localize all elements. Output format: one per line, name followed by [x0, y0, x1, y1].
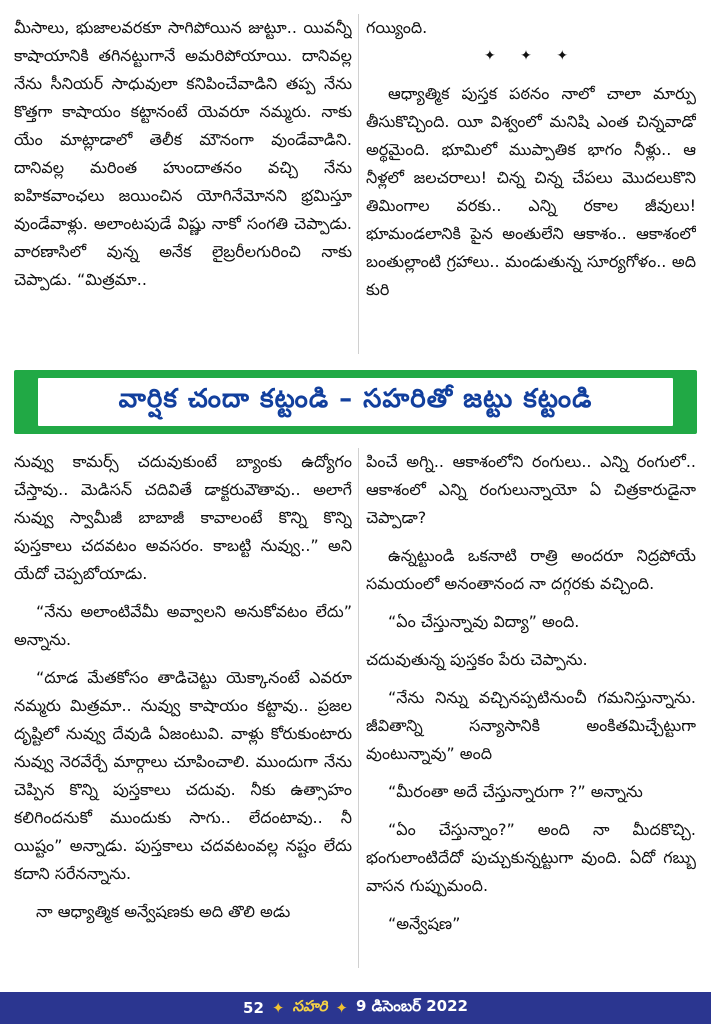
bottom-left-column: [14, 448, 352, 976]
paragraph: “నేను నిన్ను వచ్చినప్పటినుంచీ గమనిస్తున్నాను. జీవితాన్ని సన్యాసానికి అంకితమిచ్చేట్టుగా వుంటున్నావు” అంది: [366, 688, 696, 763]
diamond-icon: ✦: [271, 999, 285, 1017]
page-number: 52: [243, 999, 264, 1017]
paragraph: చదువుతున్న పుస్తకం పేరు చెప్పాను.: [366, 650, 588, 669]
banner-text: వార్షిక చందా కట్టండి – సహరితో జట్టు కట్టండి: [38, 378, 673, 426]
paragraph: “ఏం చేస్తున్నాం?” అంది నా మీదకొచ్చి. భంగులాంటిదేదో పుచ్చుకున్నట్టుగా వుంది. ఏదో గబ్బు వాసన గుప్పుమంది.: [366, 820, 696, 895]
paragraph: “నేను అలాంటివేమీ అవ్వాలని అనుకోవటం లేదు” అన్నాను.: [14, 602, 352, 649]
paragraph: “ఏం చేస్తున్నావు విద్యా” అంది.: [388, 612, 580, 631]
page-footer: [0, 992, 711, 1024]
paragraph: ఆధ్యాత్మిక పుస్తక పఠనం నాలో చాలా మార్పు తీసుకొచ్చింది. యీ విశ్వంలో మనిషి ఎంత చిన్నవాడో అర్థమైంది. భూమిలో ముప్పాతిక భాగం నీళ్లు.. ఆ నీళ్లలో జలచరాలు! చిన్న చిన్న చేపలు మొదలుకొని తిమింగాల వరకు.. ఎన్ని రకాల జీవులు! భూమండలానికి పైన అంతులేని ఆకాశం.. ఆకాశంలో బంతుల్లాంటి గ్రహాలు.. మండుతున్న సూర్యగోళం.. అది కురి: [366, 84, 696, 299]
paragraph: నువ్వు కామర్స్‌ చదువుకుంటే బ్యాంకు ఉద్యోగం చేస్తావు.. మెడిసన్‌ చదివితే డాక్టరువౌతావు.. అలాగే నువ్వు స్వామీజీ బాబాజీ కావాలంటే కొన్ని కొన్ని పుస్తకాలు చదవటం అవసరం. కాబట్టి నువ్వు..” అని యేదో చెప్పబోయాడు.: [14, 452, 352, 583]
column-divider: [358, 14, 359, 354]
paragraph: “మీరంతా అదే చేస్తున్నారుగా ?” అన్నాను: [388, 782, 643, 801]
paragraph: “అన్వేషణ”: [388, 914, 461, 933]
top-left-column: [14, 14, 352, 354]
top-right-column: [366, 14, 696, 354]
paragraph: పించే అగ్ని.. ఆకాశంలోని రంగులు.. ఎన్ని రంగులో.. ఆకాశంలో ఎన్ని రంగులున్నాయో ఏ చిత్రకారుడైనా చెప్పాడా?: [366, 452, 696, 527]
magazine-name: సహరి: [292, 997, 328, 1015]
paragraph: ఉన్నట్టుండి ఒకనాటి రాత్రి అందరూ నిద్రపోయే సమయంలో అనంతానంద నా దగ్గరకు వచ్చింది.: [366, 546, 696, 593]
paragraph: నా ఆధ్యాత్మిక అన్వేషణకు అది తొలి అడు: [36, 902, 291, 921]
subscription-banner: [14, 370, 697, 434]
paragraph: “దూడ మేతకోసం తాడిచెట్టు యెక్కానంటే ఎవరూ నమ్మరు మిత్రమా.. నువ్వు కాషాయం కట్టావు.. ప్రజల దృష్టిలో నువ్వు దేవుడి ఏజంటువి. వాళ్లు కోరుకుంటారు నువ్వు నెరవేర్చే మార్గాలు చూపించాలి. ముందుగా నేను చెప్పిన కొన్ని పుస్తకాలు చదువు. నీకు ఉత్సాహం కలిగిందనుకో ముందుకు సాగు.. లేదంటావు.. నీ యిష్టం” అన్నాడు. పుస్తకాలు చదవటంవల్ల నష్టం లేదు కదాని సరేనన్నాను.: [14, 668, 352, 883]
paragraph: గయ్యింది.: [366, 18, 428, 37]
bottom-right-column: [366, 448, 696, 976]
column-divider: [358, 448, 359, 968]
diamond-icon: ✦: [335, 999, 348, 1017]
issue-date: 9 డిసెంబర్‌ 2022: [355, 997, 468, 1015]
paragraph: మీసాలు, భుజాలవరకూ సాగిపోయిన జుట్టూ.. యివన్నీ కాషాయానికి తగినట్టుగానే అమరిపోయాయి. దానివల్ల నేను సీనియర్‌ సాధువులా కనిపించేవాడిని తప్ప నేను కొత్తగా కాషాయం కట్టానంటే యెవరూ నమ్మరు. నాకు యేం మాట్లాడాలో తెలీక మౌనంగా వుండేవాడిని. దానివల్ల మరింత హుందాతనం వచ్చి నేను ఐహికవాంఛలు జయించిన యోగినేమోనని భ్రమిస్తూ వుండేవాళ్లు. అలాంటపుడే విష్ణు నాకో సంగతి చెప్పాడు. వారణాసిలో వున్న అనేక లైబ్రరీలగురించి నాకు చెప్పాడు. “మిత్రమా..: [14, 18, 352, 289]
section-break-stars: ✦ ✦ ✦: [483, 48, 579, 64]
